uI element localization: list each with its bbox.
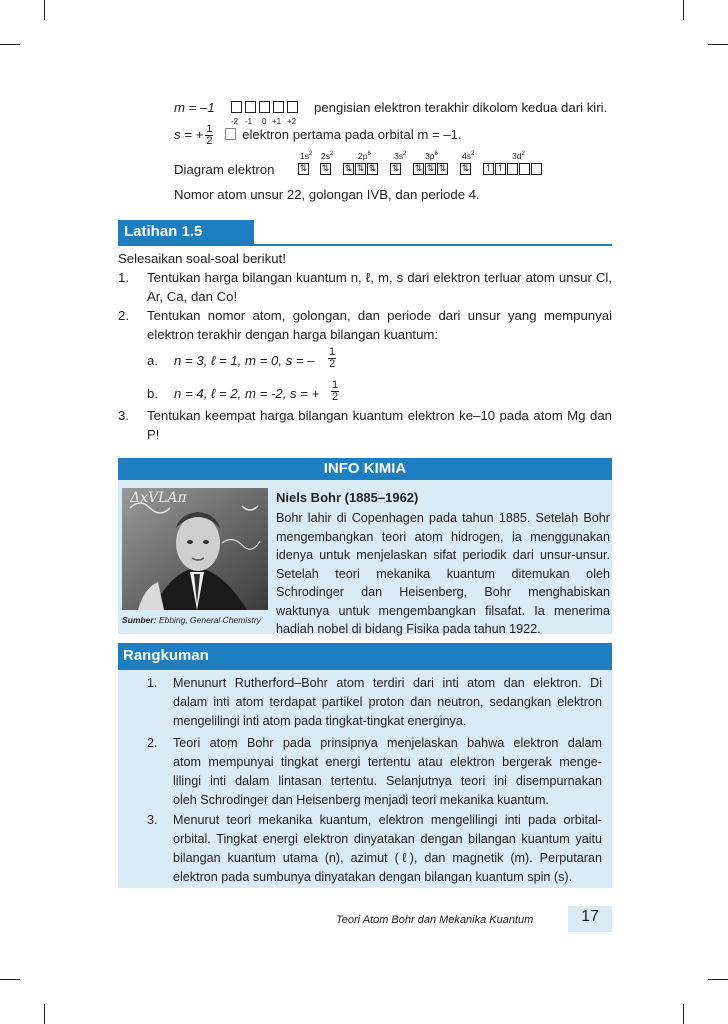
latihan-intro: Selesaikan soal-soal berikut! (118, 251, 286, 266)
crop-mark (683, 1004, 684, 1024)
electron-boxes: ⇅ ⇅ ⇅ ⇅ ⇅ ⇅ ⇅ ⇅ ⇅ ⇅ ↿ ↿ (298, 163, 558, 177)
shell-labels: $1s^2$ $2s^2$ $2p^6$ $3s^2$ $3p^6$ $4s^2$ $3d^2$ (300, 151, 525, 161)
crop-mark (44, 0, 45, 20)
m-line (174, 98, 624, 118)
bohr-bio: Bohr lahir di Copenhagen pada tahun 1885. Setelah Bohr mengembangkan teori atom hidrogen, ia menggunakan idenya untuk menjelaskan sifat periodik dari unsur-unsur. Setelah teori mekanika kuantum ditemukan oleh Schrodinger dan Heisenberg, Bohr menghabiskan waktunya untuk mengembangkan filsafat. Ia menerima hadiah nobel di bidang Fisika pada tahun 1922. (276, 511, 610, 636)
latihan-sub-a: a. n = 3, ℓ = 1, m = 0, s = – $\frac{1}{2}$ (147, 346, 336, 370)
latihan-header-line (254, 244, 612, 246)
running-title: Teori Atom Bohr dan Mekanika Kuantum (336, 914, 534, 926)
crop-mark (708, 44, 728, 45)
summary-line: Nomor atom unsur 22, golongan IVB, dan periode 4. (174, 187, 480, 202)
info-title: INFO KIMIA (323, 460, 407, 477)
m-orbital-boxes (231, 101, 301, 113)
bohr-name: Niels Bohr (1885–1962) (276, 490, 419, 505)
m-label: m = –1 (174, 100, 215, 115)
crop-mark (44, 1004, 45, 1024)
portrait-illustration (122, 488, 268, 610)
s-line: s = + $\frac{1}{2}$ elektron pertama pada orbital m = –1. (174, 123, 462, 147)
niels-bohr-photo (122, 488, 268, 610)
page-number: 17 (581, 908, 599, 925)
crop-mark (683, 0, 684, 20)
crop-mark (0, 979, 20, 980)
crop-mark (708, 979, 728, 980)
photo-source: Sumber: Ebbing, General Chemistry (122, 615, 261, 625)
latihan-sub-b: b. n = 4, ℓ = 2, m = -2, s = + $\frac{1}{2}$ (147, 379, 339, 403)
rangkuman-title: Rangkuman (123, 647, 209, 664)
latihan-title: Latihan 1.5 (124, 223, 203, 240)
chalkboard-text: ΔxVLAπ (130, 490, 187, 506)
diagram-label: Diagram elektron (174, 162, 275, 177)
crop-mark (0, 44, 20, 45)
empty-box-glyph (225, 128, 236, 140)
m-line-text: pengisian elektron terakhir dikolom kedua dari kiri. (314, 100, 608, 115)
